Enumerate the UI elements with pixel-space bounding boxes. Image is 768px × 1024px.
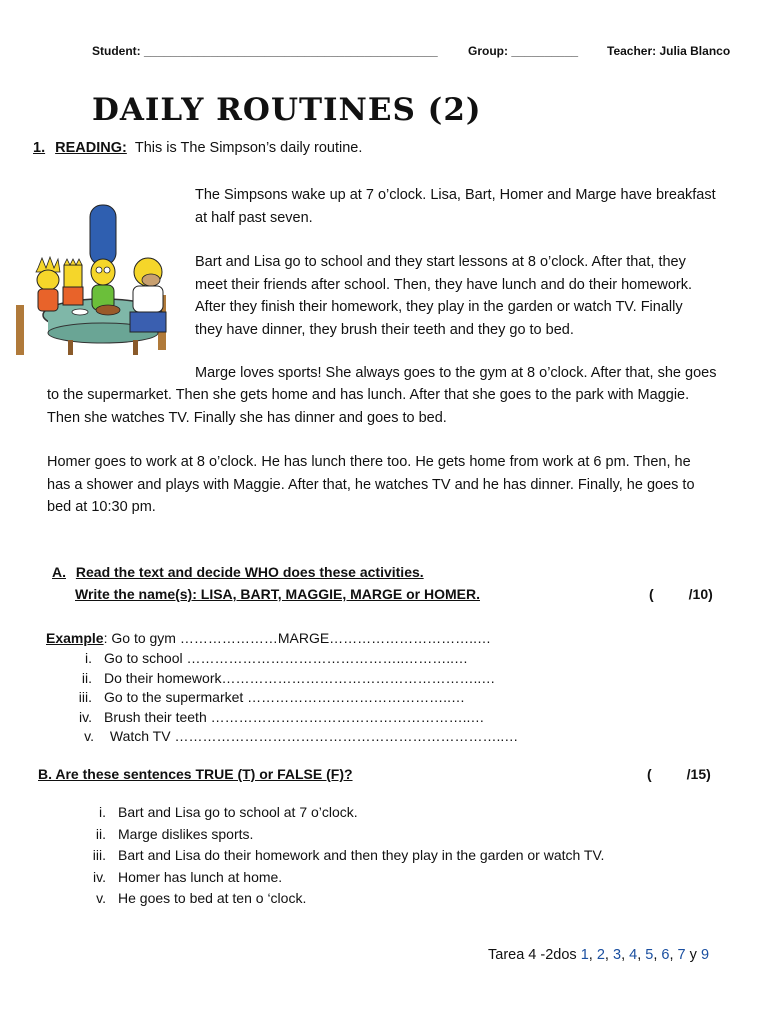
footer-number: 4 (629, 947, 638, 963)
section-a-heading: A. Read the text and decide WHO does these activities. (52, 564, 424, 580)
footer-number: 2 (596, 947, 605, 963)
footer-separator: , (637, 947, 646, 963)
paragraph-3: to the supermarket. Then she gets home and has lunch. After that she goes to the park with Maggie. Then she watches TV. Finally she has dinner and goes to bed. (47, 387, 690, 426)
section-1-intro: This is The Simpson’s daily routine. (134, 140, 363, 156)
list-item: v. Watch TV ……………………………………………………………..… (84, 728, 519, 744)
list-item: i. Go to school ………………………………………..………..… (85, 650, 469, 666)
list-item: iii. Go to the supermarket ……………………………………..… (78, 689, 465, 705)
footer-assignment (488, 946, 709, 964)
paragraph-3-line1: Marge loves sports! She always goes to the gym at 8 o’clock. After that, she goes (195, 365, 717, 381)
page-title: DAILY ROUTINES (2) (92, 92, 482, 128)
section-b-score: ( /15) (647, 766, 711, 782)
simpsons-family-illustration (8, 200, 186, 360)
footer-separator: , (669, 947, 678, 963)
paragraph-1: The Simpsons wake up at 7 o’clock. Lisa, Bart, Homer and Marge have breakfast at half past seven. (195, 187, 716, 226)
section-b-heading: B. Are these sentences TRUE (T) or FALSE (F)? (38, 766, 353, 782)
section-b-list (70, 804, 604, 912)
section-1-title: READING: (55, 140, 127, 156)
section-1-number: 1. (33, 140, 46, 156)
footer-number: 9 (700, 947, 710, 963)
teacher-label: Teacher: Julia Blanco (607, 44, 731, 58)
section-1-heading (33, 137, 362, 160)
footer-number: 6 (661, 947, 670, 963)
group-field[interactable]: Group: __________ (468, 44, 579, 58)
footer-prefix: Tarea 4 -2dos (488, 947, 581, 963)
footer-numbers (581, 947, 709, 963)
footer-separator: , (604, 947, 613, 963)
section-a-score: ( /10) (649, 586, 713, 602)
footer-number: 7 (677, 947, 686, 963)
list-item: iv. Homer has lunch at home. (93, 868, 283, 885)
footer-separator: , (653, 947, 662, 963)
list-item: iv. Brush their teeth ………………………………………………..… (79, 708, 485, 725)
section-a-list (46, 650, 518, 748)
footer-number: 5 (645, 947, 654, 963)
paragraph-4: Homer goes to work at 8 o’clock. He has lunch there too. He gets home from work at 6 pm. Then, he has a shower and plays with Maggie. After that, he watches TV and he has dinner. Finally, he goes to bed at 10:30 pm. (47, 454, 695, 515)
list-item: iii. Bart and Lisa do their homework and then they play in the garden or watch TV. (92, 847, 605, 863)
list-item: v. He goes to bed at ten o ‘clock. (96, 890, 307, 906)
footer-number: 3 (612, 947, 622, 963)
section-a-instructions: Write the name(s): LISA, BART, MAGGIE, MARGE or HOMER. (75, 586, 480, 602)
list-item: ii. Marge dislikes sports. (95, 825, 254, 842)
footer-number: 1 (580, 947, 589, 963)
student-field[interactable]: Student: ____________________________________________ (92, 44, 438, 58)
example-line: Example: Go to gym …………………MARGE…………………………..… (46, 630, 491, 646)
list-item: ii. Do their homework………………………………………………..… (81, 669, 496, 686)
footer-separator: , (621, 947, 630, 963)
footer-separator: y (685, 947, 701, 963)
paragraph-2: Bart and Lisa go to school and they start lessons at 8 o’clock. After that, they meet their friends after school. Then, they have lunch and do their homework. After they finish their homework, they play in the garden or watch TV. Finally they have dinner, they brush their teeth and they go to bed. (195, 254, 693, 338)
list-item: i. Bart and Lisa go to school at 7 o’clock. (99, 804, 358, 820)
footer-separator: , (588, 947, 597, 963)
